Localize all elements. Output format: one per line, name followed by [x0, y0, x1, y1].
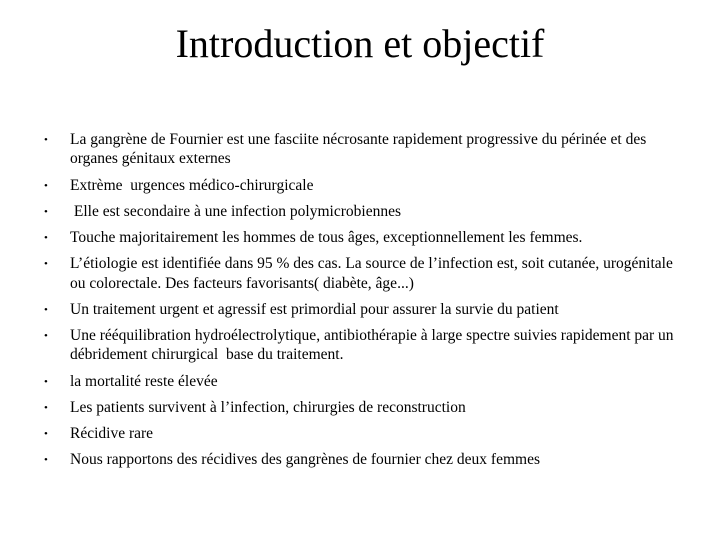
- list-item: [44, 300, 684, 319]
- bullet-icon: •: [44, 258, 48, 271]
- list-item-text: Extrème urgences médico-chirurgicale: [70, 176, 314, 194]
- list-item: [44, 326, 684, 365]
- list-item: [44, 372, 684, 391]
- bullet-icon: •: [44, 401, 48, 414]
- bullet-icon: •: [44, 454, 48, 467]
- bullet-icon: •: [44, 330, 48, 343]
- list-item: [44, 202, 684, 221]
- bullet-icon: •: [44, 134, 48, 146]
- list-item: [44, 254, 684, 293]
- bullet-icon: •: [44, 303, 48, 316]
- list-item-text: Nous rapportons des récidives des gangrènes de fournier chez deux femmes: [70, 451, 541, 469]
- bullet-icon: •: [44, 179, 48, 192]
- list-item-text: Un traitement urgent et agressif est primordial pour assurer la survie du patient: [70, 300, 559, 318]
- bullet-icon: •: [44, 205, 48, 218]
- list-item-text: Les patients survivent à l’infection, chirurgies de reconstruction: [70, 398, 466, 416]
- list-item: [44, 398, 684, 417]
- slide-title: Introduction et objectif: [175, 21, 545, 66]
- bullet-icon: •: [44, 375, 48, 388]
- list-item: [44, 228, 684, 247]
- list-item-text: L’étiologie est identifiée dans 95 % des cas. La source de l’infection est, soit cutanée, urogénitale ou colorectale. Des facteurs favorisants( diabète, âge...): [70, 255, 677, 292]
- list-item: [44, 450, 684, 469]
- list-item-text: Récidive rare: [70, 425, 154, 443]
- bullet-icon: •: [44, 232, 48, 245]
- list-item-text: Elle est secondaire à une infection polymicrobiennes: [70, 202, 401, 220]
- list-item-text: La gangrène de Fournier est une fasciite nécrosante rapidement progressive du périnée et des organes génitaux externes: [70, 131, 651, 168]
- list-item: [44, 130, 684, 169]
- list-item: [44, 176, 684, 195]
- bullet-list: [44, 130, 684, 476]
- list-item: [44, 424, 684, 443]
- list-item-text: Touche majoritairement les hommes de tous âges, exceptionnellement les femmes.: [70, 229, 583, 247]
- list-item-text: la mortalité reste élevée: [70, 372, 218, 390]
- bullet-icon: •: [44, 428, 48, 441]
- list-item-text: Une rééquilibration hydroélectrolytique, antibiothérapie à large spectre suivies rapidement par un débridement chirurgical base du traitement.: [70, 327, 678, 364]
